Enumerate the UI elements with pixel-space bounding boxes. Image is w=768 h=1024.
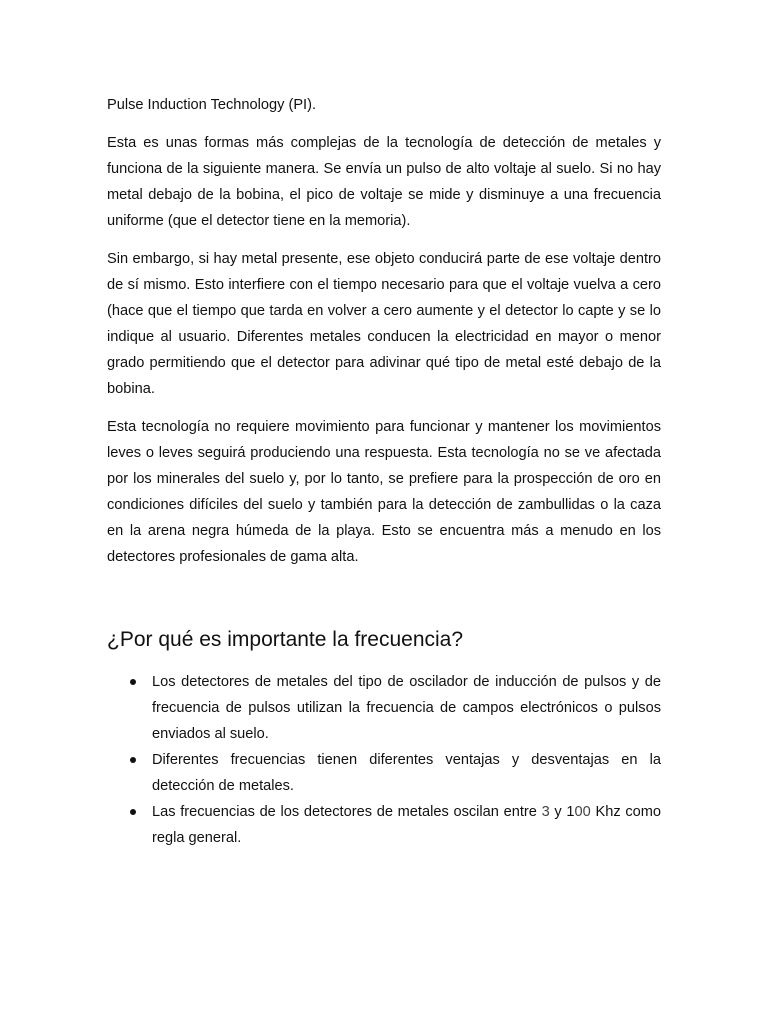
list-item-text: Los detectores de metales del tipo de oscilador de inducción de pulsos y de frecuencia de pulsos utilizan la frecuencia de campos electrónicos o pulsos enviados al suelo. — [152, 674, 661, 742]
bullet-dot-icon — [130, 809, 136, 815]
frequency-low-value: 3 — [541, 804, 550, 820]
document-page — [107, 92, 661, 851]
list-item-text-mid: y — [549, 804, 567, 820]
list-item — [107, 799, 661, 851]
section-heading: ¿Por qué es importante la frecuencia? — [107, 628, 464, 651]
paragraph-3: Esta tecnología no requiere movimiento para funcionar y mantener los movimientos leves o leves seguirá produciendo una respuesta. Esta tecnología no se ve afectada por los minerales del suelo y, por lo tanto, se prefiere para la prospección de oro en condiciones difíciles del suelo y también para la detección de zambullidas o la caza en la arena negra húmeda de la playa. Esto se encuentra más a menudo en los detectores profesionales de gama alta. — [107, 419, 661, 565]
list-item — [107, 669, 661, 747]
list-item-text: Diferentes frecuencias tienen diferentes ventajas y desventajas en la detección de metales. — [152, 752, 661, 794]
list-item-text-after: Khz como regla general. — [152, 804, 662, 846]
bullet-dot-icon — [130, 757, 136, 763]
frequency-high-prefix: 1 — [566, 804, 575, 820]
paragraph-1: Esta es unas formas más complejas de la tecnología de detección de metales y funciona de la siguiente manera. Se envía un pulso de alto voltaje al suelo. Si no hay metal debajo de la bobina, el pico de voltaje se mide y disminuye a una frecuencia uniforme (que el detector tiene en la memoria). — [107, 135, 661, 229]
frequency-high-zeros: 00 — [574, 804, 591, 820]
bullet-list — [107, 669, 661, 851]
subtitle: Pulse Induction Technology (PI). — [107, 97, 317, 113]
list-item-text-before: Las frecuencias de los detectores de metales oscilan entre — [152, 804, 542, 820]
list-item — [107, 747, 661, 799]
paragraph-2: Sin embargo, si hay metal presente, ese objeto conducirá parte de ese voltaje dentro de sí mismo. Esto interfiere con el tiempo necesario para que el voltaje vuelva a cero (hace que el tiempo que tarda en volver a cero aumente y el detector lo capte y se lo indique al usuario. Diferentes metales conducen la electricidad en mayor o menor grado permitiendo que el detector para adivinar qué tipo de metal esté debajo de la bobina. — [107, 251, 661, 397]
bullet-dot-icon — [130, 679, 136, 685]
